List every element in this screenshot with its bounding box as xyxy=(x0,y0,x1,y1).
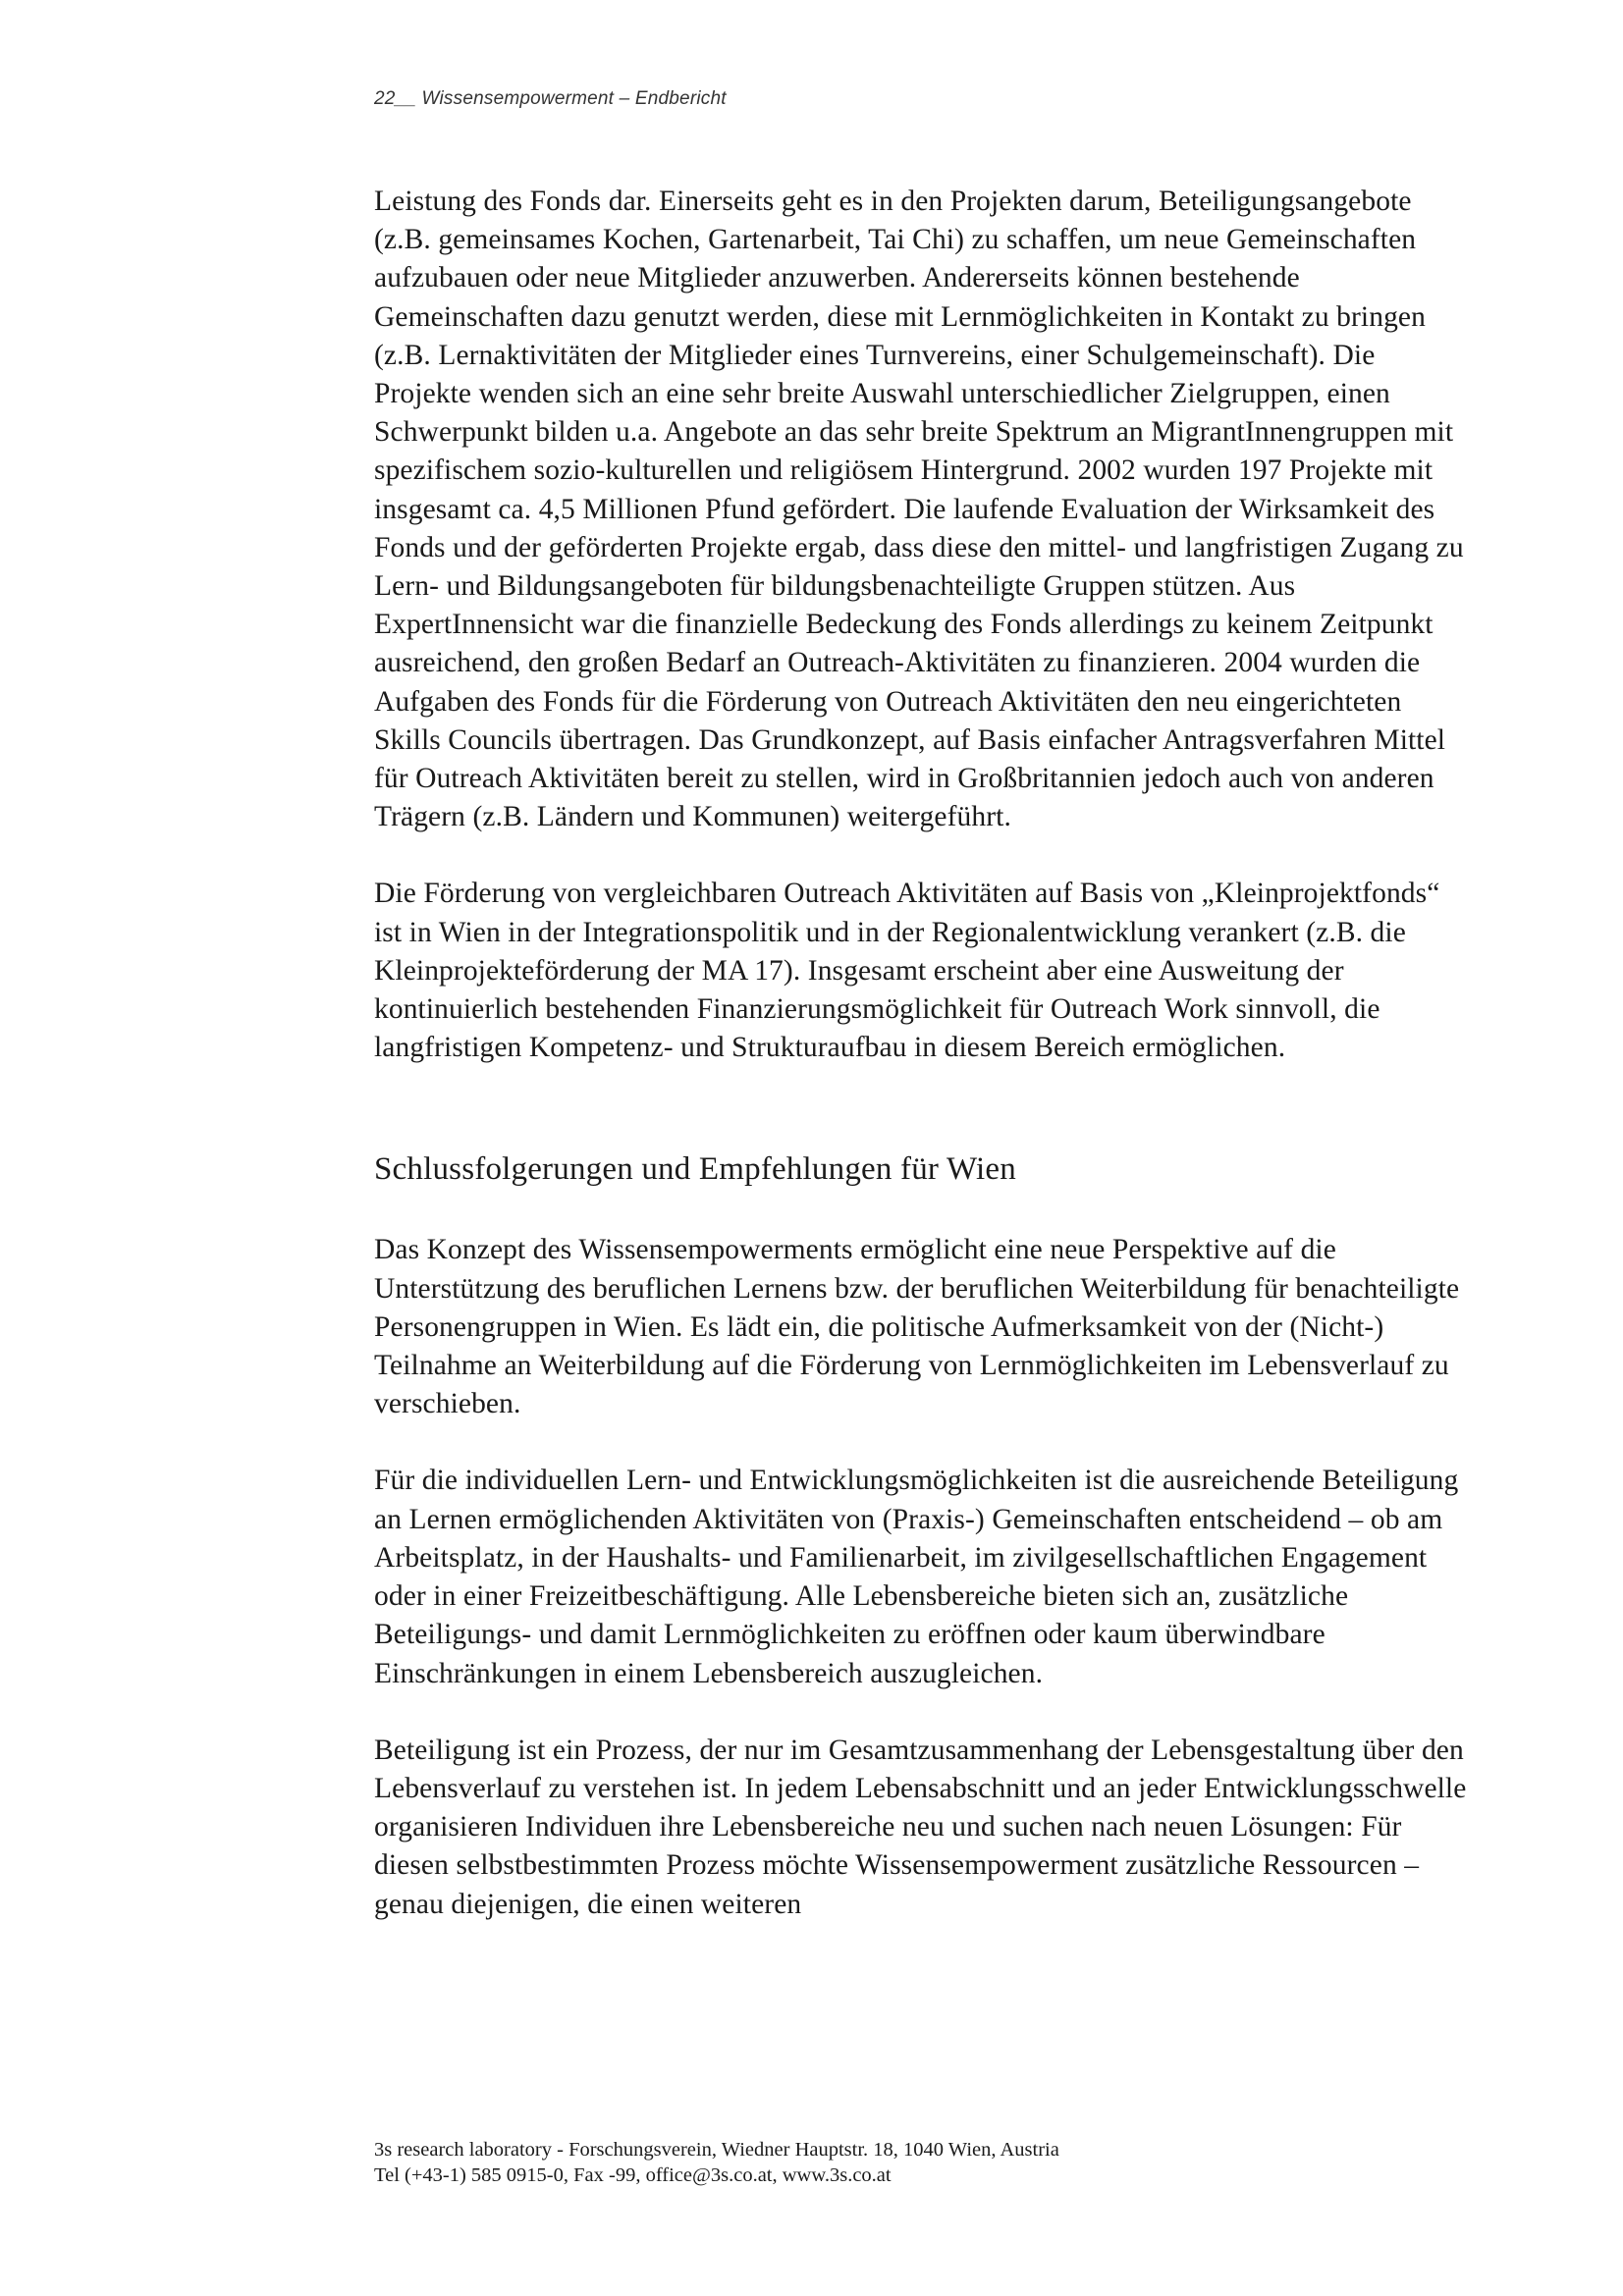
footer-address: 3s research laboratory - Forschungsverein, Wiedner Hauptstr. 18, 1040 Wien, Austria xyxy=(374,2139,1059,2161)
page-body xyxy=(374,183,1469,1924)
footer-contact: Tel (+43-1) 585 0915-0, Fax -99, office@3s.co.at, www.3s.co.at xyxy=(374,2164,892,2186)
section-paragraph-3: Beteiligung ist ein Prozess, der nur im Gesamtzusammenhang der Lebensgestaltung über den Lebensverlauf zu verstehen ist. In jedem Lebensabschnitt und an jeder Entwicklungsschwelle organisieren Individuen ihre Lebensbereiche neu und suchen nach neuen Lösungen: Für diesen selbstbestimmten Prozess möchte Wissensempowerment zusätzliche Ressourcen – genau diejenigen, die einen weiteren xyxy=(374,1734,1467,1920)
section-paragraph-2: Für die individuellen Lern- und Entwicklungsmöglichkeiten ist die ausreichende Beteiligung an Lernen ermöglichenden Aktivitäten von (Praxis-) Gemeinschaften entscheidend – ob am Arbeitsplatz, in der Haushalts- und Familienarbeit, im zivilgesellschaftlichen Engagement oder in einer Freizeitbeschäftigung. Alle Lebensbereiche bieten sich an, zusätzliche Beteiligungs- und damit Lernmöglichkeiten zu eröffnen oder kaum überwindbare Einschränkungen in einem Lebensbereich auszugleichen. xyxy=(374,1465,1459,1689)
section-paragraph-1: Das Konzept des Wissensempowerments ermöglicht eine neue Perspektive auf die Unterstützung des beruflichen Lernens bzw. der beruflichen Weiterbildung für benachteiligte Personengruppen in Wien. Es lädt ein, die politische Aufmerksamkeit von der (Nicht-) Teilnahme an Weiterbildung auf die Förderung von Lernmöglichkeiten im Lebensverlauf zu verschieben. xyxy=(374,1234,1460,1420)
body-paragraph-2: Die Förderung von vergleichbaren Outreach Aktivitäten auf Basis von „Kleinprojektfonds“ ist in Wien in der Integrationspolitik und in der Regionalentwicklung verankert (z.B. die Kleinprojekteförderung der MA 17). Insgesamt erscheint aber eine Ausweitung der kontinuierlich bestehenden Finanzierungsmöglichkeit für Outreach Work sinnvoll, die langfristigen Kompetenz- und Strukturaufbau in diesem Bereich ermöglichen. xyxy=(374,878,1440,1064)
body-paragraph-1: Leistung des Fonds dar. Einerseits geht es in den Projekten darum, Beteiligungsangebote (z.B. gemeinsames Kochen, Gartenarbeit, Tai Chi) zu schaffen, um neue Gemeinschaften aufzubauen oder neue Mitglieder anzuwerben. Andererseits können bestehende Gemeinschaften dazu genutzt werden, diese mit Lernmöglichkeiten in Kontakt zu bringen (z.B. Lernaktivitäten der Mitglieder eines Turnvereins, einer Schulgemeinschaft). Die Projekte wenden sich an eine sehr breite Auswahl unterschiedlicher Zielgruppen, einen Schwerpunkt bilden u.a. Angebote an das sehr breite Spektrum an MigrantInnengruppen mit spezifischem sozio-kulturellen und religiösem Hintergrund. 2002 wurden 197 Projekte mit insgesamt ca. 4,5 Millionen Pfund gefördert. Die laufende Evaluation der Wirksamkeit des Fonds und der geförderten Projekte ergab, dass diese den mittel- und langfristigen Zugang zu Lern- und Bildungsangeboten für bildungsbenachteiligte Gruppen stützen. Aus ExpertInnensicht war die finanzielle Bedeckung des Fonds allerdings zu keinem Zeitpunkt ausreichend, den großen Bedarf an Outreach-Aktivitäten zu finanzieren. 2004 wurden die Aufgaben des Fonds für die Förderung von Outreach Aktivitäten den neu eingerichteten Skills Councils übertragen. Das Grundkonzept, auf Basis einfacher Antragsverfahren Mittel für Outreach Aktivitäten bereit zu stellen, wird in Großbritannien jedoch auch von anderen Trägern (z.B. Ländern und Kommunen) weitergeführt. xyxy=(374,186,1464,833)
running-header: 22__ Wissensempowerment – Endbericht xyxy=(374,88,727,109)
section-heading: Schlussfolgerungen und Empfehlungen für Wien xyxy=(374,1151,1016,1188)
page-footer xyxy=(374,2137,1059,2188)
